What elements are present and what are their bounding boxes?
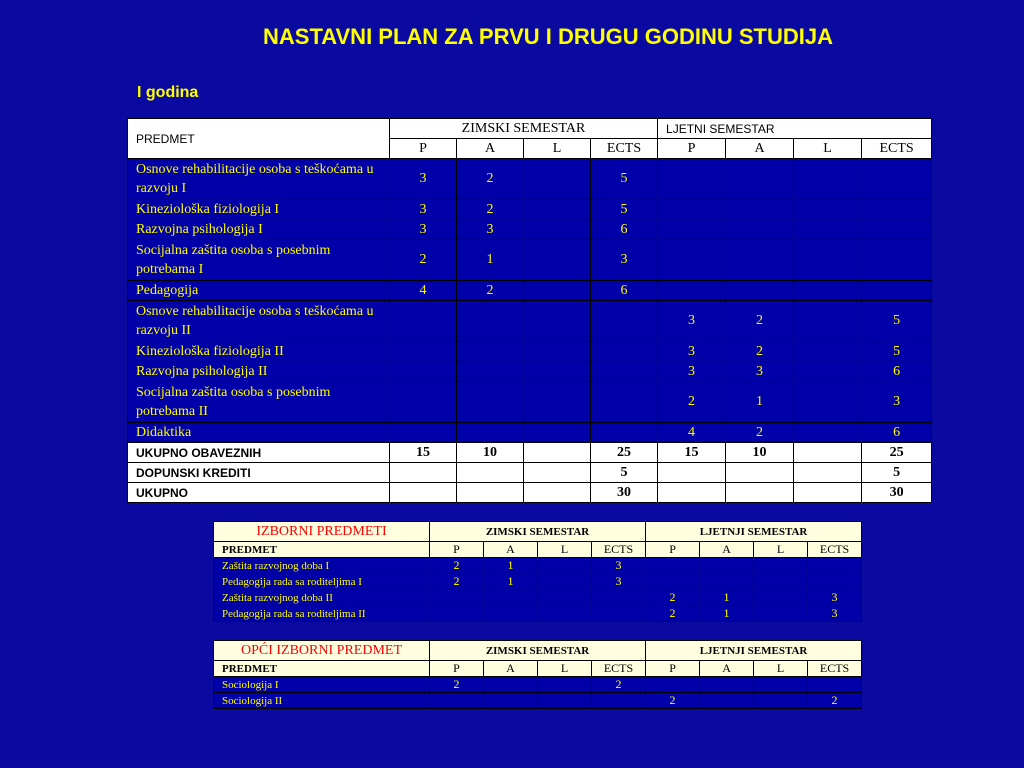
elective-predmet-header: PREDMET: [214, 542, 430, 558]
totals-cell: [390, 463, 457, 483]
table-row: [128, 159, 932, 200]
table-cell: 3: [808, 606, 862, 622]
table-cell: [646, 574, 700, 590]
table-cell: [524, 240, 591, 281]
table-cell: 2: [592, 677, 646, 693]
totals-cell: [457, 463, 524, 483]
table-cell: [794, 342, 862, 362]
table-cell: [484, 590, 538, 606]
totals-cell: [457, 483, 524, 503]
table-cell: 1: [457, 240, 524, 281]
table-cell: [646, 677, 700, 693]
table-cell: [484, 693, 538, 709]
table-cell: [794, 220, 862, 240]
table-cell: 6: [862, 423, 932, 443]
table-cell: [524, 342, 591, 362]
table-cell: 2: [658, 382, 726, 423]
table-cell: [457, 382, 524, 423]
table-cell: [658, 200, 726, 220]
table-row: [128, 220, 932, 240]
table-cell: 3: [808, 590, 862, 606]
column-header-p: P: [658, 139, 726, 159]
table-cell: [538, 590, 592, 606]
table-cell: [862, 281, 932, 301]
table-row: [214, 574, 862, 590]
subject-name: Zaštita razvojnog doba II: [214, 590, 430, 606]
table-cell: [862, 159, 932, 200]
table-cell: [390, 362, 457, 382]
table-cell: [726, 200, 794, 220]
table-cell: [754, 677, 808, 693]
table-cell: [457, 342, 524, 362]
totals-cell: [726, 463, 794, 483]
column-header-p: P: [390, 139, 457, 159]
table-cell: [794, 200, 862, 220]
totals-row: [128, 443, 932, 463]
column-header-ects: ECTS: [808, 542, 862, 558]
table-cell: [646, 558, 700, 574]
table-cell: 2: [430, 574, 484, 590]
column-header-l: L: [754, 542, 808, 558]
table-cell: 2: [430, 677, 484, 693]
table-row: [128, 240, 932, 281]
table-cell: 5: [862, 342, 932, 362]
table-cell: [794, 382, 862, 423]
table-cell: [457, 423, 524, 443]
subject-name: Sociologija II: [214, 693, 430, 709]
table-row: [214, 693, 862, 709]
table-row: [128, 423, 932, 443]
table-cell: [524, 423, 591, 443]
totals-row: [128, 483, 932, 503]
table-cell: [524, 220, 591, 240]
table-cell: 3: [658, 342, 726, 362]
general-summer-header: LJETNJI SEMESTAR: [646, 641, 862, 661]
table-cell: [538, 677, 592, 693]
table-cell: [754, 558, 808, 574]
table-cell: [862, 220, 932, 240]
table-cell: 1: [700, 606, 754, 622]
totals-cell: [794, 443, 862, 463]
column-header-l: L: [538, 542, 592, 558]
table-cell: [592, 606, 646, 622]
table-cell: [390, 382, 457, 423]
subject-name: Pedagogija rada sa roditeljima I: [214, 574, 430, 590]
table-cell: 6: [591, 281, 658, 301]
subject-name: Zaštita razvojnog doba I: [214, 558, 430, 574]
subject-name: Razvojna psihologija I: [128, 220, 390, 240]
general-winter-header: ZIMSKI SEMESTAR: [430, 641, 646, 661]
elective-subjects-table: [213, 521, 862, 622]
table-cell: [591, 382, 658, 423]
table-cell: [457, 362, 524, 382]
table-cell: [700, 574, 754, 590]
table-cell: [794, 423, 862, 443]
table-row: [214, 606, 862, 622]
table-cell: [538, 558, 592, 574]
table-cell: [754, 606, 808, 622]
totals-cell: 30: [862, 483, 932, 503]
table-cell: [390, 342, 457, 362]
table-cell: 3: [726, 362, 794, 382]
table-cell: 2: [726, 301, 794, 342]
predmet-header: PREDMET: [128, 119, 390, 159]
table-cell: 2: [457, 159, 524, 200]
table-cell: [524, 301, 591, 342]
table-cell: [700, 558, 754, 574]
totals-cell: 5: [862, 463, 932, 483]
table-cell: [430, 693, 484, 709]
subject-name: Sociologija I: [214, 677, 430, 693]
table-cell: [658, 220, 726, 240]
table-cell: [726, 159, 794, 200]
table-cell: [794, 301, 862, 342]
table-cell: [524, 382, 591, 423]
table-cell: [700, 693, 754, 709]
table-row: [128, 342, 932, 362]
table-cell: [457, 301, 524, 342]
table-cell: [862, 240, 932, 281]
table-row: [128, 362, 932, 382]
totals-label: UKUPNO: [128, 483, 390, 503]
totals-cell: [658, 463, 726, 483]
column-header-l: L: [754, 661, 808, 677]
table-row: [214, 677, 862, 693]
table-cell: 3: [658, 301, 726, 342]
table-cell: 6: [862, 362, 932, 382]
table-cell: 5: [591, 200, 658, 220]
column-header-a: A: [484, 542, 538, 558]
column-header-a: A: [700, 661, 754, 677]
table-cell: [524, 362, 591, 382]
table-cell: [658, 240, 726, 281]
table-row: [214, 558, 862, 574]
main-curriculum-table: [127, 118, 932, 503]
subject-name: Socijalna zaštita osoba s posebnim potrebama II: [128, 382, 390, 423]
winter-semester-header: ZIMSKI SEMESTAR: [390, 119, 658, 139]
table-cell: [538, 606, 592, 622]
totals-label: DOPUNSKI KREDITI: [128, 463, 390, 483]
subject-name: Didaktika: [128, 423, 390, 443]
totals-cell: [524, 483, 591, 503]
table-cell: 1: [726, 382, 794, 423]
table-cell: [591, 362, 658, 382]
totals-cell: 10: [457, 443, 524, 463]
totals-cell: [794, 463, 862, 483]
totals-cell: [794, 483, 862, 503]
column-header-l: L: [538, 661, 592, 677]
totals-cell: [524, 443, 591, 463]
table-cell: 2: [646, 693, 700, 709]
table-cell: 3: [457, 220, 524, 240]
table-cell: [658, 159, 726, 200]
table-cell: [726, 220, 794, 240]
table-cell: [808, 677, 862, 693]
table-cell: [592, 693, 646, 709]
table-cell: [808, 574, 862, 590]
totals-cell: 5: [591, 463, 658, 483]
subject-name: Kineziološka fiziologija II: [128, 342, 390, 362]
table-row: [128, 382, 932, 423]
table-cell: [538, 574, 592, 590]
subject-name: Osnove rehabilitacije osoba s teškoćama u razvoju I: [128, 159, 390, 200]
column-header-a: A: [457, 139, 524, 159]
table-cell: 3: [592, 558, 646, 574]
column-header-l: L: [524, 139, 591, 159]
totals-cell: 25: [591, 443, 658, 463]
page-title: NASTAVNI PLAN ZA PRVU I DRUGU GODINU STUDIJA: [263, 24, 833, 49]
table-cell: [754, 693, 808, 709]
column-header-p: P: [430, 542, 484, 558]
subject-name: Socijalna zaštita osoba s posebnim potrebama I: [128, 240, 390, 281]
table-cell: [390, 423, 457, 443]
table-cell: 3: [862, 382, 932, 423]
table-cell: 2: [808, 693, 862, 709]
table-cell: 6: [591, 220, 658, 240]
column-header-a: A: [484, 661, 538, 677]
table-cell: 3: [390, 220, 457, 240]
table-cell: [390, 301, 457, 342]
elective-summer-header: LJETNJI SEMESTAR: [646, 522, 862, 542]
table-cell: 3: [658, 362, 726, 382]
table-cell: [794, 362, 862, 382]
table-cell: [524, 159, 591, 200]
table-cell: [524, 281, 591, 301]
table-cell: [484, 606, 538, 622]
table-cell: 3: [390, 200, 457, 220]
totals-cell: [726, 483, 794, 503]
column-header-p: P: [646, 542, 700, 558]
totals-cell: 15: [390, 443, 457, 463]
subject-name: Pedagogija rada sa roditeljima II: [214, 606, 430, 622]
column-header-p: P: [430, 661, 484, 677]
table-cell: [430, 590, 484, 606]
table-cell: 3: [591, 240, 658, 281]
table-cell: 1: [700, 590, 754, 606]
column-header-a: A: [700, 542, 754, 558]
elective-winter-header: ZIMSKI SEMESTAR: [430, 522, 646, 542]
totals-cell: 25: [862, 443, 932, 463]
totals-row: [128, 463, 932, 483]
table-row: [128, 301, 932, 342]
elective-header: IZBORNI PREDMETI: [214, 522, 430, 542]
table-cell: [538, 693, 592, 709]
table-cell: [794, 281, 862, 301]
table-cell: [700, 677, 754, 693]
table-cell: [794, 240, 862, 281]
table-cell: 4: [390, 281, 457, 301]
table-cell: 1: [484, 574, 538, 590]
summer-semester-header: LJETNI SEMESTAR: [658, 119, 932, 139]
table-cell: 5: [862, 301, 932, 342]
column-header-p: P: [646, 661, 700, 677]
general-predmet-header: PREDMET: [214, 661, 430, 677]
subject-name: Pedagogija: [128, 281, 390, 301]
general-elective-table: [213, 640, 862, 709]
column-header-ects: ECTS: [862, 139, 932, 159]
column-header-ects: ECTS: [592, 661, 646, 677]
table-cell: 5: [591, 159, 658, 200]
totals-cell: [524, 463, 591, 483]
column-header-ects: ECTS: [591, 139, 658, 159]
totals-cell: 10: [726, 443, 794, 463]
table-cell: [862, 200, 932, 220]
table-cell: 2: [646, 606, 700, 622]
column-header-ects: ECTS: [808, 661, 862, 677]
general-elective-header: OPĆI IZBORNI PREDMET: [214, 641, 430, 661]
table-cell: 3: [390, 159, 457, 200]
column-header-l: L: [794, 139, 862, 159]
table-cell: 1: [484, 558, 538, 574]
table-cell: 2: [390, 240, 457, 281]
totals-cell: [658, 483, 726, 503]
table-cell: 2: [457, 200, 524, 220]
table-cell: [591, 342, 658, 362]
table-row: [214, 590, 862, 606]
table-cell: [430, 606, 484, 622]
table-cell: [726, 240, 794, 281]
table-cell: [524, 200, 591, 220]
table-cell: [808, 558, 862, 574]
table-cell: [754, 590, 808, 606]
table-cell: 3: [592, 574, 646, 590]
table-row: [128, 281, 932, 301]
subject-name: Razvojna psihologija II: [128, 362, 390, 382]
totals-label: UKUPNO OBAVEZNIH: [128, 443, 390, 463]
year-subtitle: I godina: [137, 84, 199, 101]
totals-cell: 15: [658, 443, 726, 463]
table-cell: [754, 574, 808, 590]
table-cell: 4: [658, 423, 726, 443]
table-cell: 2: [430, 558, 484, 574]
table-cell: [658, 281, 726, 301]
table-cell: 2: [457, 281, 524, 301]
table-cell: [484, 677, 538, 693]
totals-cell: 30: [591, 483, 658, 503]
table-cell: [726, 281, 794, 301]
subject-name: Osnove rehabilitacije osoba s teškoćama u razvoju II: [128, 301, 390, 342]
subject-name: Kineziološka fiziologija I: [128, 200, 390, 220]
column-header-a: A: [726, 139, 794, 159]
table-cell: [591, 301, 658, 342]
table-cell: 2: [726, 342, 794, 362]
table-row: [128, 200, 932, 220]
table-cell: [591, 423, 658, 443]
table-cell: [794, 159, 862, 200]
table-cell: 2: [646, 590, 700, 606]
totals-cell: [390, 483, 457, 503]
column-header-ects: ECTS: [592, 542, 646, 558]
table-cell: 2: [726, 423, 794, 443]
table-cell: [592, 590, 646, 606]
